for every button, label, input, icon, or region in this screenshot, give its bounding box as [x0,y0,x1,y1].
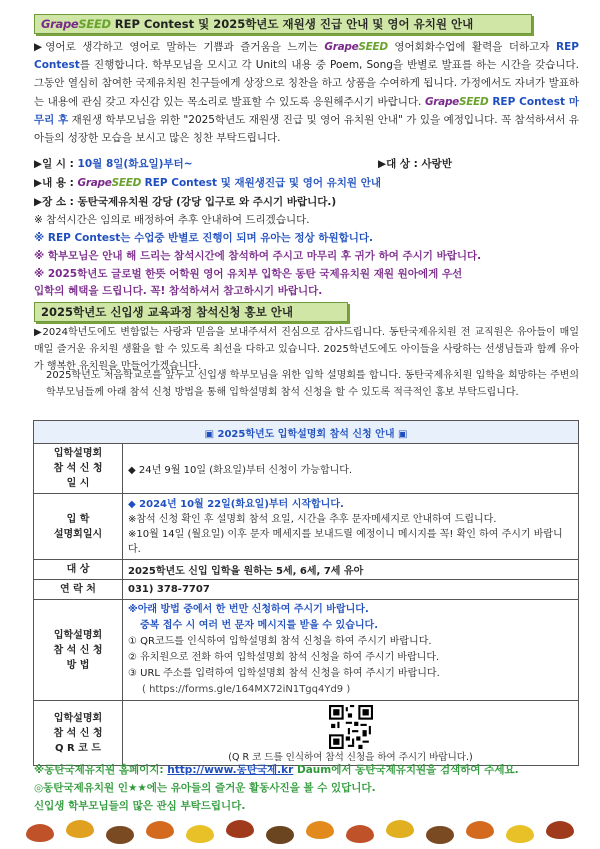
grapeseed-logo-inline: GrapeSEED [324,41,388,53]
note-2: ※ REP Contest는 수업중 반별로 진행이 되며 유아는 정상 하원합니다. [34,232,373,244]
section1-header [34,14,532,34]
section2-header: 2025학년도 신입생 교육과정 참석신청 홍보 안내 [34,302,348,322]
qr-code-icon[interactable] [329,705,373,749]
value-session-date: ◆ 2024년 10월 22일(화요일)부터 시작합니다. ※참석 신청 확인 후 설명회 참석 요일, 시간을 추후 문자메세지로 안내하여 드립니다. ※10월 14일 (월요일) 이후 문자 메세지를 보내드릴 예정이니 메시지를 꼭! 확인 하여 주시기 바랍니다. [123,494,579,560]
note-4: ※ 2025학년도 글로벌 한뜻 어학원 영어 유치부 입학은 동탄 국제유치원 재원 원아에게 우선 [34,268,463,280]
footer-line3: 신입생 학부모님들의 많은 관심 부탁드립니다. [34,800,246,812]
grapeseed-logo-inline-2: GrapeSEED [424,95,489,108]
value-contact[interactable]: 031) 378-7707 [123,580,579,600]
place-line: ▶장 소 : 동탄국제유치원 강당 (강당 입구로 와 주시기 바랍니다.) [34,196,337,208]
footer-homepage: ※동탄국제유치원 홈페이지: http://www.동탄국제.kr Daum에서 동탄국제유치원을 검색하여 주세요. [34,764,519,776]
note-3: ※ 학부모님은 안내 해 드리는 참석시간에 참석하여 주시고 마무리 후 귀가 하여 주시기 바랍니다. [34,250,482,262]
label-session-date: 입 학 설명회일시 [34,494,123,560]
label-target: 대 상 [34,560,123,580]
note-5: 입학의 혜택을 드립니다. 꼭! 참석하셔서 참고하시기 바랍니다. [34,285,323,297]
value-qr: (Q R 코 드를 인식하여 참석 신청을 하여 주시기 바랍니다.) [123,701,579,766]
note-1: ※ 참석시간은 임의로 배정하여 추후 안내하여 드리겠습니다. [34,214,310,226]
label-apply-date: 입학설명회 참 석 신 청 일 시 [34,444,123,494]
value-target: 2025학년도 신입 입학을 원하는 5세, 6세, 7세 유아 [123,560,579,580]
grapeseed-logo: GrapeSEED [41,17,111,31]
target-line: ▶대 상 : 사랑반 [378,158,452,170]
section1-intro: ▶영어로 생각하고 영어로 말하는 기쁨과 즐거움을 느끼는 GrapeSEED 영어회화수업에 활력을 더하고자 REP Contest를 진행합니다. 학부모님을 모시고 각 Unit의 내용 중 Poem, Song을 반별로 발표를 하는 시간을 갖습니다. 그동안 열심히 참여한 국제유치원 친구들에게 상장으로 칭찬을 하고 상품을 수여하게 됩니다. 가정에서도 자녀가 발표하는 내용에 관심 갖고 자신감 있는 목소리로 발표할 수 있도록 응원해주시기 바랍니다. GrapeSEED REP Contest 마무리 후 재원생 학부모님을 위한 "2025학년도 재원생 진급 및 영어 유치원 안내" 가 있을 예정입니다. 꼭 참석하셔서 유아들의 성장한 모습을 보시고 많은 칭찬 부탁드립니다. [34,41,579,145]
footer-line2: ◎동탄국제유치원 인★★에는 유아들의 즐거운 활동사진을 볼 수 있답니다. [34,782,376,794]
label-apply-method: 입학설명회 참 석 신 청 방 법 [34,600,123,701]
section1-title: REP Contest 및 2025학년도 재원생 진급 안내 및 영어 유치원 안내 [114,17,474,31]
value-apply-date: ◆ 24년 9월 10일 (화요일)부터 신청이 가능합니다. [123,444,579,494]
grapeseed-logo-content: GrapeSEED [77,177,141,189]
form-url-link[interactable]: ( https://forms.gle/164MX72iN1Tgq4Yd9 ) [142,684,351,695]
content-line: ▶내 용 : GrapeSEED REP Contest 및 재원생진급 및 영어 유치원 안내 [34,177,382,189]
application-table [33,420,579,766]
section2-para: ▶2024학년도에도 변함없는 사랑과 믿음을 보내주셔서 진심으로 감사드립니다. 동탄국제유치원 전 교직원은 유아들이 매일 매일 즐거운 유치원 생활을 할 수 있도록 최선을 다하고 있습니다. 2025학년도에도 아이들을 사랑하는 선생님들과 함께 유아가 행복한 유치원을 만들어가겠습니다. [34,327,579,372]
label-contact: 연 락 처 [34,580,123,600]
section2-para2: 2025학년도 처음학교로를 앞두고 신입생 학부모님을 위한 입학 설명회를 합니다. 동탄국제유치원 입학을 희망하는 주변의 학부모님들께 아래 참석 신청 방법을 통해 입학설명회 참석 신청을 할 수 있도록 적극적인 홍보 부탁드립니다. [46,370,579,398]
leaves-decoration [26,818,586,848]
value-apply-method: ※아래 방법 중에서 한 번만 신청하여 주시기 바랍니다. 중복 접수 시 여러 번 문자 메시지를 받을 수 있습니다. ① QR코드를 인식하여 입학설명회 참석 신청을 하여 주시기 바랍니다. ② 유치원으로 전화 하여 입학설명회 참석 신청을 하여 주시기 바랍니다. ③ URL 주소를 입력하여 입학설명회 참석 신청을 하여 주시기 바랍니다. ( https://forms.gle/164MX72iN1Tgq4Yd9 ) [123,600,579,701]
homepage-link[interactable]: http://www.동탄국제.kr [167,764,294,776]
date-line: ▶일 시 : 10월 8일(화요일)부터~ [34,158,193,170]
table-title: ▣ 2025학년도 입학설명회 참석 신청 안내 ▣ [34,421,579,444]
label-qr: 입학설명회 참 석 신 청 Q R 코 드 [34,701,123,766]
